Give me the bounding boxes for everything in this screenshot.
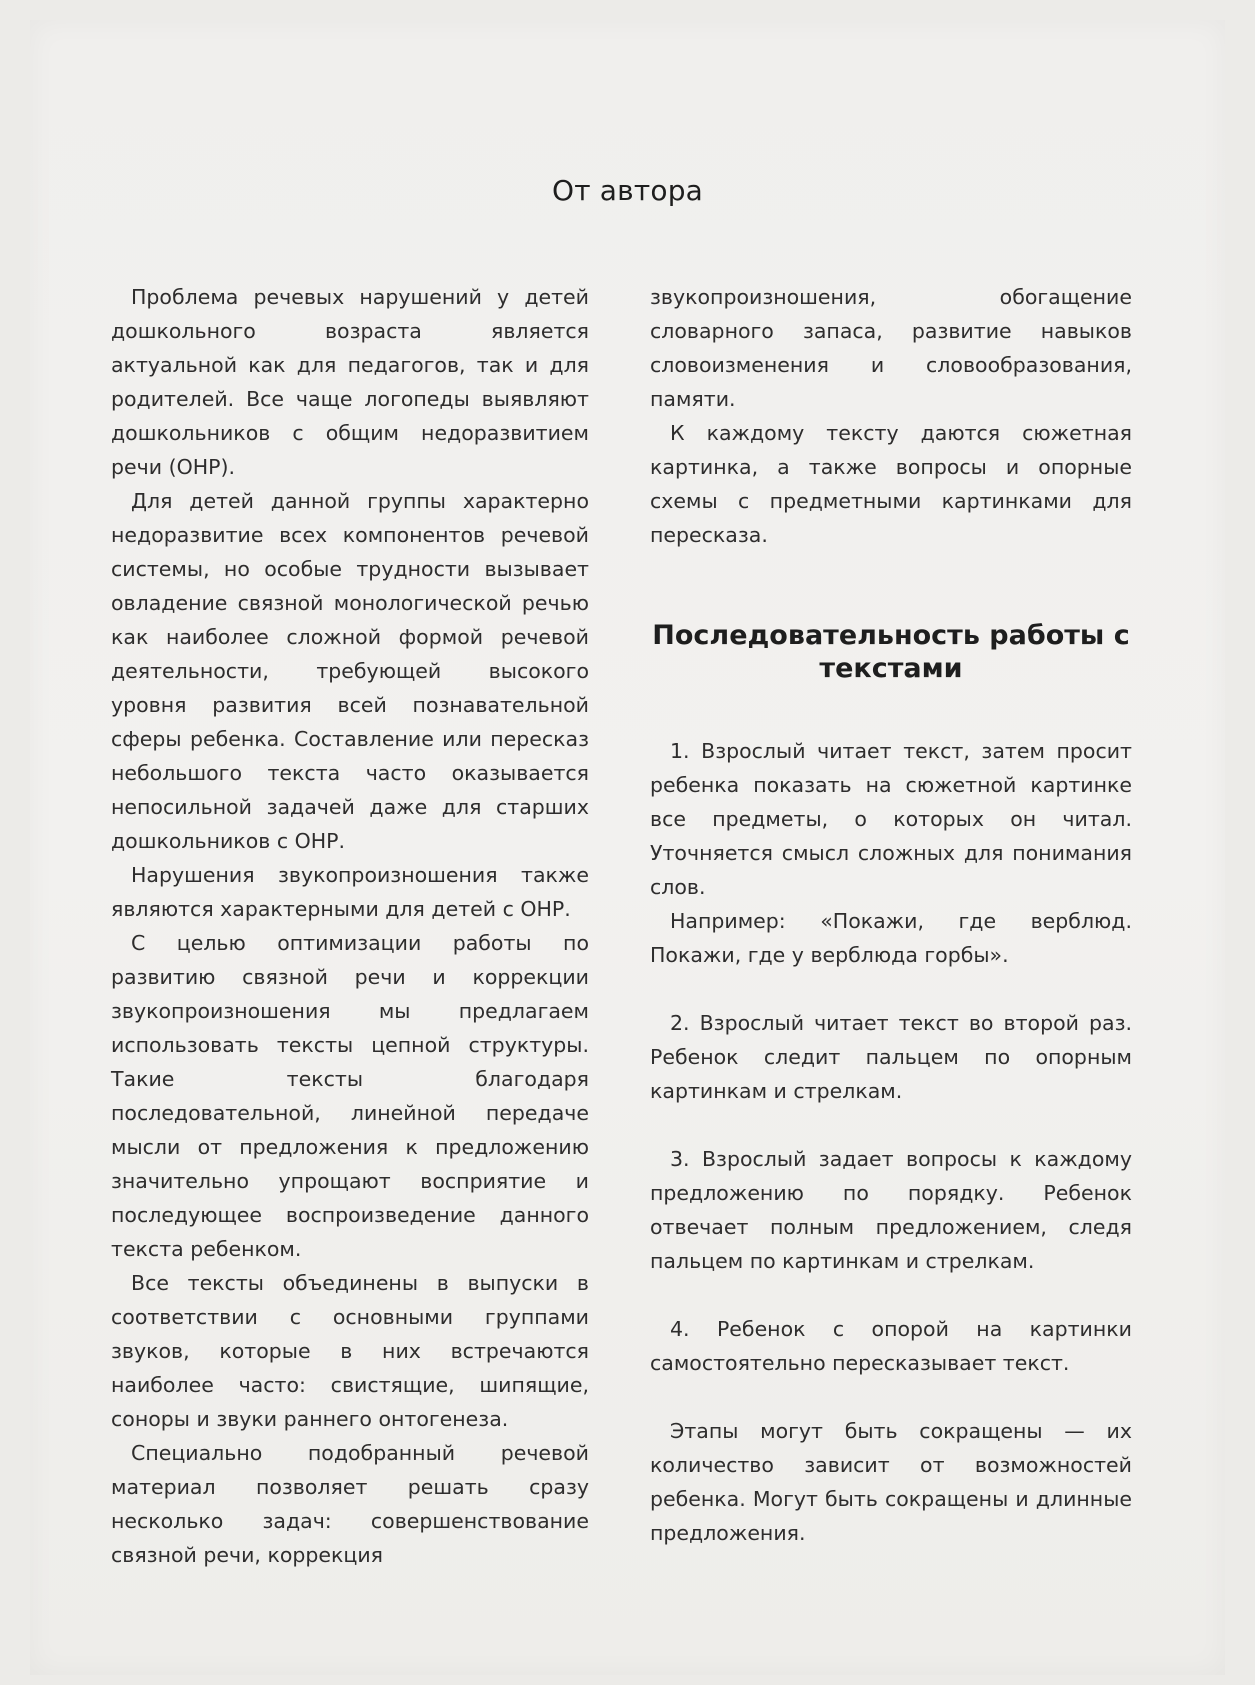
step-4: 4. Ребенок с опорой на картинки самостоятельно пересказывает текст. xyxy=(650,1317,1132,1375)
right-column xyxy=(650,280,1132,1550)
spacer xyxy=(650,972,1132,1006)
closing-note: Этапы могут быть сокращены — их количество зависит от возможностей ребенка. Могут быть сокращены и длинные предложения. xyxy=(650,1419,1132,1545)
paragraph-continuation: звукопроизношения, обогащение словарного запаса, развитие навыков словоизменения и словообразования, памяти. xyxy=(650,285,1132,411)
paragraph: Для детей данной группы характерно недоразвитие всех компонентов речевой системы, но особые трудности вызывает овладение связной монологической речью как наиболее сложной формой речевой деятельности, требующей высокого уровня развития всей познавательной сферы ребенка. Составление или пересказ небольшого текста часто оказывается непосильной задачей даже для старших дошкольников с ОНР. xyxy=(111,489,589,853)
spacer xyxy=(650,1380,1132,1414)
spacer xyxy=(650,1278,1132,1312)
left-column xyxy=(111,280,589,1572)
paragraph: Проблема речевых нарушений у детей дошкольного возраста является актуальной как для педагогов, так и для родителей. Все чаще логопеды выявляют дошкольников с общим недоразвитием речи (ОНР). xyxy=(111,285,589,479)
page-title: От автора xyxy=(551,174,704,207)
step-1: 1. Взрослый читает текст, затем просит ребенка показать на сюжетной картинке все предметы, о которых он читал. Уточняется смысл сложных для понимания слов. xyxy=(650,739,1132,899)
paragraph: Все тексты объединены в выпуски в соответствии с основными группами звуков, которые в них встречаются наиболее часто: свистящие, шипящие, соноры и звуки раннего онтогенеза. xyxy=(111,1271,589,1431)
paragraph: Нарушения звукопроизношения также являются характерными для детей с ОНР. xyxy=(111,863,589,921)
step-3: 3. Взрослый задает вопросы к каждому предложению по порядку. Ребенок отвечает полным предложением, следя пальцем по картинкам и стрелкам. xyxy=(650,1147,1132,1273)
paragraph: С целью оптимизации работы по развитию связной речи и коррекции звукопроизношения мы предлагаем использовать тексты цепной структуры. Такие тексты благодаря последовательной, линейной передаче мысли от предложения к предложению значительно упрощают восприятие и последующее воспроизведение данного текста ребенком. xyxy=(111,931,589,1261)
step-2: 2. Взрослый читает текст во второй раз. Ребенок следит пальцем по опорным картинкам и стрелкам. xyxy=(650,1011,1132,1103)
spacer xyxy=(650,1108,1132,1142)
paragraph: К каждому тексту даются сюжетная картинка, а также вопросы и опорные схемы с предметными картинками для пересказа. xyxy=(650,421,1132,547)
section-heading: Последовательность работы с текстами xyxy=(652,620,1130,684)
paragraph: Специально подобранный речевой материал позволяет решать сразу несколько задач: совершенствование связной речи, коррекция xyxy=(111,1441,589,1567)
step-1-example: Например: «Покажи, где верблюд. Покажи, где у верблюда горбы». xyxy=(650,909,1132,967)
